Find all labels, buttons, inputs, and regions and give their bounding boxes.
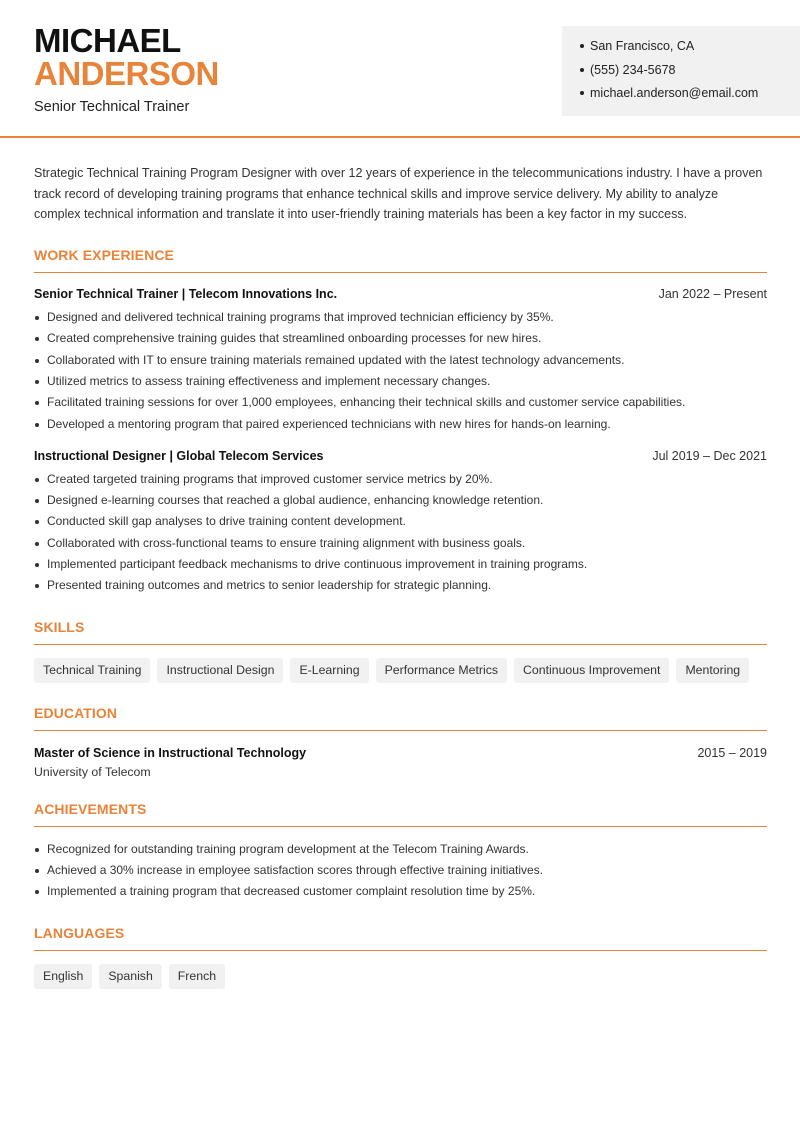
bullet-item: Presented training outcomes and metrics to senior leadership for strategic planning. [34, 575, 767, 596]
language-chip: English [34, 964, 92, 989]
bullet-item: Implemented participant feedback mechanisms to drive continuous improvement in training programs. [34, 554, 767, 575]
job-title: Senior Technical Trainer [34, 99, 190, 115]
bullet-item: Created comprehensive training guides that streamlined onboarding processes for new hires. [34, 328, 767, 349]
skills-list [34, 658, 767, 683]
job-role: Instructional Designer | Global Telecom Services [34, 448, 324, 463]
bullet-item: Conducted skill gap analyses to drive training content development. [34, 511, 767, 532]
bullet-item: Collaborated with cross-functional teams to ensure training alignment with business goals. [34, 533, 767, 554]
contact-phone: (555) 234-5678 [580, 62, 800, 86]
job-entry [34, 449, 767, 597]
bullet-item: Created targeted training programs that improved customer service metrics by 20%. [34, 469, 767, 490]
skill-chip: Instructional Design [157, 658, 283, 683]
bullet-item: Utilized metrics to assess training effectiveness and implement necessary changes. [34, 371, 767, 392]
job-entry [34, 287, 767, 435]
skills-heading: SKILLS [34, 619, 767, 645]
education-entry [34, 746, 767, 779]
language-chip: Spanish [99, 964, 161, 989]
contact-box [562, 26, 800, 116]
last-name: ANDERSON [34, 55, 219, 92]
contact-location: San Francisco, CA [580, 38, 800, 62]
skill-chip: E-Learning [290, 658, 368, 683]
job-dates: Jan 2022 – Present [658, 287, 767, 302]
job-bullets [34, 307, 767, 435]
languages-list [34, 964, 767, 989]
bullet-item: Designed and delivered technical training programs that improved technician efficiency by 35%. [34, 307, 767, 328]
skill-chip: Continuous Improvement [514, 658, 669, 683]
job-dates: Jul 2019 – Dec 2021 [652, 448, 767, 463]
resume-header [0, 0, 800, 138]
bullet-item: Implemented a training program that decreased customer complaint resolution time by 25%. [34, 881, 767, 902]
job-role: Senior Technical Trainer | Telecom Innovations Inc. [34, 287, 338, 302]
work-experience-heading: WORK EXPERIENCE [34, 247, 767, 273]
bullet-item: Achieved a 30% increase in employee satisfaction scores through effective training initiatives. [34, 860, 767, 881]
education-heading: EDUCATION [34, 705, 767, 731]
achievements-heading: ACHIEVEMENTS [34, 801, 767, 827]
bullet-item: Developed a mentoring program that paired experienced technicians with new hires for hands-on learning. [34, 414, 767, 435]
job-bullets [34, 469, 767, 597]
bullet-item: Recognized for outstanding training program development at the Telecom Training Awards. [34, 839, 767, 860]
skill-chip: Technical Training [34, 658, 150, 683]
bullet-item: Facilitated training sessions for over 1,000 employees, enhancing their technical skills and customer service capabilities. [34, 392, 767, 413]
resume-body [34, 163, 767, 989]
skill-chip: Mentoring [676, 658, 749, 683]
bullet-item: Designed e-learning courses that reached a global audience, enhancing knowledge retention. [34, 490, 767, 511]
languages-heading: LANGUAGES [34, 925, 767, 951]
language-chip: French [169, 964, 225, 989]
bullet-item: Collaborated with IT to ensure training materials remained updated with the latest technology advancements. [34, 350, 767, 371]
summary: Strategic Technical Training Program Designer with over 12 years of experience in the telecommunications industry. I have a proven track record of developing training programs that enhance technical skills and improve service delivery. My ability to analyze complex technical information and translate it into user-friendly training materials has been a key factor in my success. [34, 166, 763, 222]
degree: Master of Science in Instructional Technology [34, 745, 307, 760]
contact-email[interactable]: michael.anderson@email.com [580, 85, 800, 109]
skill-chip: Performance Metrics [376, 658, 507, 683]
first-name: MICHAEL [34, 22, 181, 59]
education-dates: 2015 – 2019 [697, 745, 767, 760]
school: University of Telecom [34, 764, 151, 779]
achievements-list [34, 839, 767, 903]
